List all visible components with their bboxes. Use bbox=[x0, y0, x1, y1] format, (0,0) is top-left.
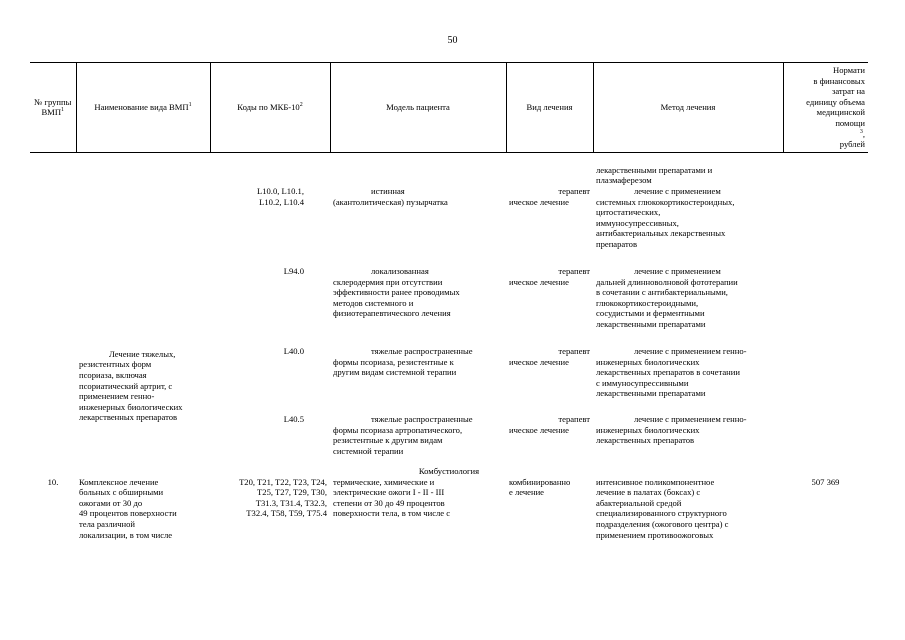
text-line: лечение с применением генно- bbox=[634, 345, 747, 356]
text-line: больных с обширными bbox=[79, 487, 164, 498]
text-line: физиотерапевтического лечения bbox=[333, 308, 451, 319]
group-name-cell bbox=[76, 186, 210, 466]
text-line: псориатический артрит, с bbox=[79, 380, 173, 391]
text-line: (акантолитическая) пузырчатка bbox=[333, 196, 448, 207]
page-number: 50 bbox=[447, 35, 458, 46]
text-line: цитостатических, bbox=[596, 207, 661, 218]
text-line: поверхности тела, в том числе с bbox=[333, 508, 451, 519]
text-line: псориаза, включая bbox=[79, 370, 147, 381]
header-patient-model: Модель пациента bbox=[330, 63, 506, 153]
header-financial-norm: Нормати в финансовых затрат на единицу объема медицинской помощи $^3$, рублей bbox=[783, 63, 868, 153]
text-line: терапевт bbox=[558, 185, 590, 196]
model-cell bbox=[330, 266, 506, 346]
text-line: сосудистыми и ферментными bbox=[596, 308, 705, 319]
codes-cell bbox=[210, 186, 330, 266]
text-line: L40.0 bbox=[283, 345, 304, 356]
text-line: истинная bbox=[371, 185, 405, 196]
text-line: локализации, в том числе bbox=[79, 529, 173, 540]
text-line: с иммуносупрессивными bbox=[596, 377, 689, 388]
method-cell bbox=[593, 186, 783, 266]
text-line: дальней длинноволновой фототерапии bbox=[596, 276, 738, 287]
text-line: лечение в палатах (боксах) с bbox=[596, 487, 701, 498]
group-number-cell: 10. bbox=[47, 476, 59, 487]
text-line: склеродермия при отсутствии bbox=[333, 276, 443, 287]
treatment-cell bbox=[506, 346, 593, 414]
header-icd-codes: Коды по МКБ-$10^2$ bbox=[210, 63, 330, 153]
text-line: плазмаферезом bbox=[596, 175, 652, 186]
text-line: лекарственными препаратами bbox=[596, 318, 706, 329]
text-line: интенсивное поликомпонентное bbox=[596, 476, 715, 487]
text-line: инженерных биологических bbox=[79, 401, 183, 412]
text-line: инженерных биологических bbox=[596, 356, 700, 367]
treatment-cell bbox=[506, 414, 593, 466]
text-line: L10.0, L10.1, bbox=[256, 185, 304, 196]
vmp-name-cell bbox=[76, 477, 210, 541]
header-group-number: № группы ВМП$^1$ bbox=[30, 63, 76, 153]
text-line: другим видам системной терапии bbox=[333, 367, 457, 378]
text-line: термические, химические и bbox=[333, 476, 435, 487]
text-line: 49 процентов поверхности bbox=[79, 508, 177, 519]
table-header-row bbox=[30, 63, 868, 153]
text-line: L40.5 bbox=[283, 413, 304, 424]
treatment-cell bbox=[506, 266, 593, 346]
text-line: терапевт bbox=[558, 265, 590, 276]
text-line: помощи bbox=[835, 117, 865, 128]
text-line: ическое лечение bbox=[509, 424, 569, 435]
text-line: резистентные к другим видам bbox=[333, 435, 443, 446]
model-cell bbox=[330, 414, 506, 466]
model-cell bbox=[330, 477, 506, 541]
text-line: единицу объема bbox=[806, 96, 865, 107]
method-cell bbox=[593, 165, 783, 186]
section-title: Комбустиология bbox=[418, 465, 480, 476]
text-line: абактериальной средой bbox=[596, 497, 682, 508]
codes-cell bbox=[210, 266, 330, 346]
table-row bbox=[30, 477, 868, 541]
financial-norm-cell: 507 369 bbox=[811, 476, 840, 487]
text-line: эффективности ранее проводимых bbox=[333, 287, 460, 298]
text-line: T20, T21, T22, T23, T24, bbox=[239, 476, 327, 487]
text-line: локализованная bbox=[371, 265, 429, 276]
codes-cell bbox=[210, 414, 330, 466]
treatment-cell bbox=[506, 186, 593, 266]
header-treatment-method: Метод лечения bbox=[593, 63, 783, 153]
text-line: комбинированно bbox=[509, 476, 571, 487]
text-line: в сочетании с антибактериальными, bbox=[596, 287, 728, 298]
text-line: Лечение тяжелых, bbox=[109, 348, 176, 359]
codes-cell bbox=[210, 346, 330, 414]
method-cell bbox=[593, 414, 783, 466]
text-line: T25, T27, T29, T30, bbox=[257, 487, 327, 498]
text-line: в финансовых bbox=[813, 75, 865, 86]
text-line: специализированного структурного bbox=[596, 508, 727, 519]
text-line: тяжелые распространенные bbox=[371, 413, 473, 424]
header-vmp-name: Наименование вида ВМП$^1$ bbox=[76, 63, 210, 153]
text-line: электрические ожоги I - II - III bbox=[333, 487, 445, 498]
treatment-cell bbox=[506, 477, 593, 541]
vmp-table bbox=[30, 62, 868, 540]
text-line: е лечение bbox=[509, 487, 545, 498]
text-line: лекарственных препаратов bbox=[596, 435, 695, 446]
text-line: глюкокортикостероидными, bbox=[596, 297, 699, 308]
text-line: формы псориаза, резистентные к bbox=[333, 356, 454, 367]
text-line: лекарственных препаратов bbox=[79, 412, 178, 423]
method-cell bbox=[593, 266, 783, 346]
text-line: затрат на bbox=[831, 86, 865, 97]
text-line: ическое лечение bbox=[509, 276, 569, 287]
text-line: T32.4, T58, T59, T75.4 bbox=[246, 508, 327, 519]
model-cell bbox=[330, 346, 506, 414]
method-cell bbox=[593, 477, 783, 541]
text-line: лекарственными препаратами и bbox=[596, 164, 713, 175]
text-line: системных глюкокортикостероидных, bbox=[596, 196, 735, 207]
text-line: лечение с применением генно- bbox=[634, 413, 747, 424]
text-line: формы псориаза артропатического, bbox=[333, 424, 463, 435]
text-line: T31.3, T31.4, T32.3, bbox=[255, 497, 327, 508]
method-cell bbox=[593, 346, 783, 414]
text-line: ожогами от 30 до bbox=[79, 497, 143, 508]
text-line: препаратов bbox=[596, 238, 638, 249]
table-row bbox=[30, 165, 868, 186]
text-line: резистентных форм bbox=[79, 359, 152, 370]
text-line: терапевт bbox=[558, 413, 590, 424]
header-treatment-type: Вид лечения bbox=[506, 63, 593, 153]
text-line: методов системного и bbox=[333, 297, 414, 308]
model-cell bbox=[330, 186, 506, 266]
text-line: Комплексное лечение bbox=[79, 476, 159, 487]
text-line: применением противоожоговых bbox=[596, 529, 714, 540]
text-line: лекарственными препаратами bbox=[596, 388, 706, 399]
text-line: инженерных биологических bbox=[596, 424, 700, 435]
text-line: терапевт bbox=[558, 345, 590, 356]
text-line: лечение с применением bbox=[634, 185, 721, 196]
text-line: лекарственных препаратов в сочетании bbox=[596, 367, 740, 378]
text-line: Нормати bbox=[833, 65, 865, 75]
text-line: степени от 30 до 49 процентов bbox=[333, 497, 445, 508]
table-row bbox=[30, 186, 868, 266]
text-line: антибактериальных лекарственных bbox=[596, 228, 726, 239]
text-line: ическое лечение bbox=[509, 196, 569, 207]
text-line: тела различной bbox=[79, 518, 136, 529]
section-heading-row bbox=[30, 466, 868, 477]
text-line: системной терапии bbox=[333, 445, 404, 456]
text-line: иммуносупрессивных, bbox=[596, 217, 679, 228]
text-line: L10.2, L10.4 bbox=[259, 196, 304, 207]
text-line: L94.0 bbox=[283, 265, 304, 276]
text-line: применением генно- bbox=[79, 391, 155, 402]
text-line: тяжелые распространенные bbox=[371, 345, 473, 356]
text-line: медицинской bbox=[816, 107, 865, 118]
text-line: лечение с применением bbox=[634, 265, 721, 276]
text-line: ическое лечение bbox=[509, 356, 569, 367]
text-line: подразделения (ожогового центра) с bbox=[596, 518, 729, 529]
codes-cell bbox=[210, 477, 330, 541]
